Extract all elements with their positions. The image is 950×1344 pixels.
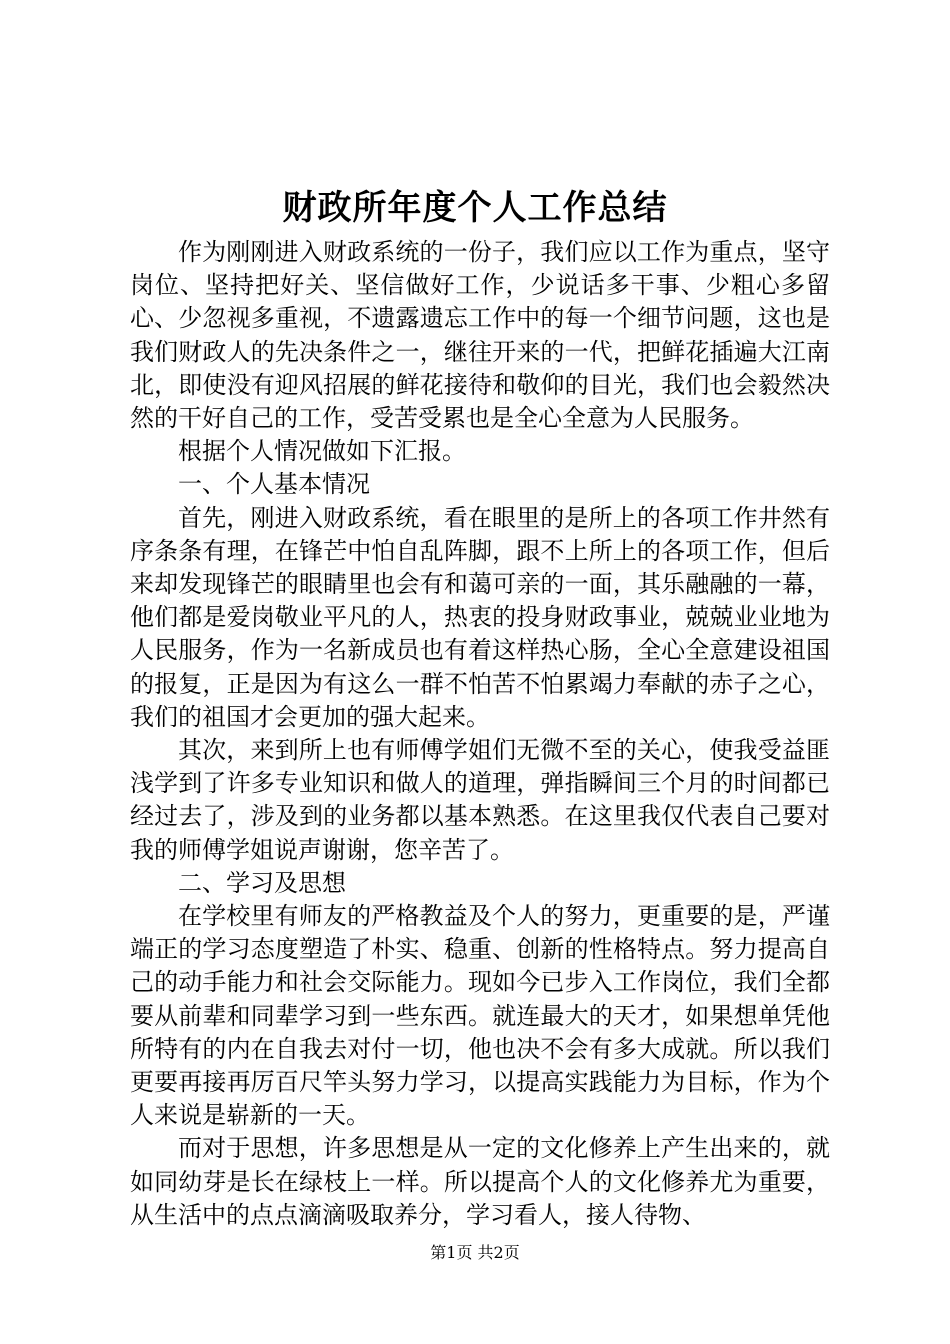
section-heading-basic-info: 一、个人基本情况	[178, 470, 370, 499]
paragraph-report: 根据个人情况做如下汇报。	[178, 437, 466, 466]
page-footer: 第1页 共2页	[430, 1243, 520, 1262]
document-body	[130, 236, 830, 1232]
section-heading-study-thought: 二、学习及思想	[178, 868, 346, 897]
document-title: 财政所年度个人工作总结	[282, 188, 668, 228]
paragraph-second: 其次，来到所上也有师傅学姐们无微不至的关心，使我受益匪浅学到了许多专业知识和做人的道理，弹指瞬间三个月的时间都已经过去了，涉及到的业务都以基本熟悉。在这里我仅代表自己要对我的师傅学姐说声谢谢，您辛苦了。	[130, 736, 830, 864]
paragraph-first: 首先，刚进入财政系统，看在眼里的是所上的各项工作井然有序条条有理，在锋芒中怕自乱阵脚，跟不上所上的各项工作，但后来却发现锋芒的眼睛里也会有和蔼可亲的一面，其乐融融的一幕，他们都是爱岗敬业平凡的人，热衷的投身财政事业，兢兢业业地为人民服务，作为一名新成员也有着这样热心肠，全心全意建设祖国的报复，正是因为有这么一群不怕苦不怕累竭力奉献的赤子之心，我们的祖国才会更加的强大起来。	[130, 503, 830, 731]
paragraph-intro: 作为刚刚进入财政系统的一份子，我们应以工作为重点，坚守岗位、坚持把好关、坚信做好工作，少说话多干事、少粗心多留心、少忽视多重视，不遗露遗忘工作中的每一个细节问题，这也是我们财政人的先决条件之一，继往开来的一代，把鲜花插遍大江南北，即使没有迎风招展的鲜花接待和敬仰的目光，我们也会毅然决然的干好自己的工作，受苦受累也是全心全意为人民服务。	[130, 238, 830, 433]
paragraph-thought: 而对于思想，许多思想是从一定的文化修养上产生出来的，就如同幼芽是长在绿枝上一样。所以提高个人的文化修养尤为重要，从生活中的点点滴滴吸取养分，学习看人，接人待物、	[130, 1134, 830, 1229]
paragraph-study: 在学校里有师友的严格教益及个人的努力，更重要的是，严谨端正的学习态度塑造了朴实、稳重、创新的性格特点。努力提高自己的动手能力和社会交际能力。现如今已步入工作岗位，我们全都要从前辈和同辈学习到一些东西。就连最大的天才，如果想单凭他所特有的内在自我去对付一切，他也决不会有多大成就。所以我们更要再接再厉百尺竿头努力学习，以提高实践能力为目标，作为个人来说是崭新的一天。	[130, 902, 830, 1130]
